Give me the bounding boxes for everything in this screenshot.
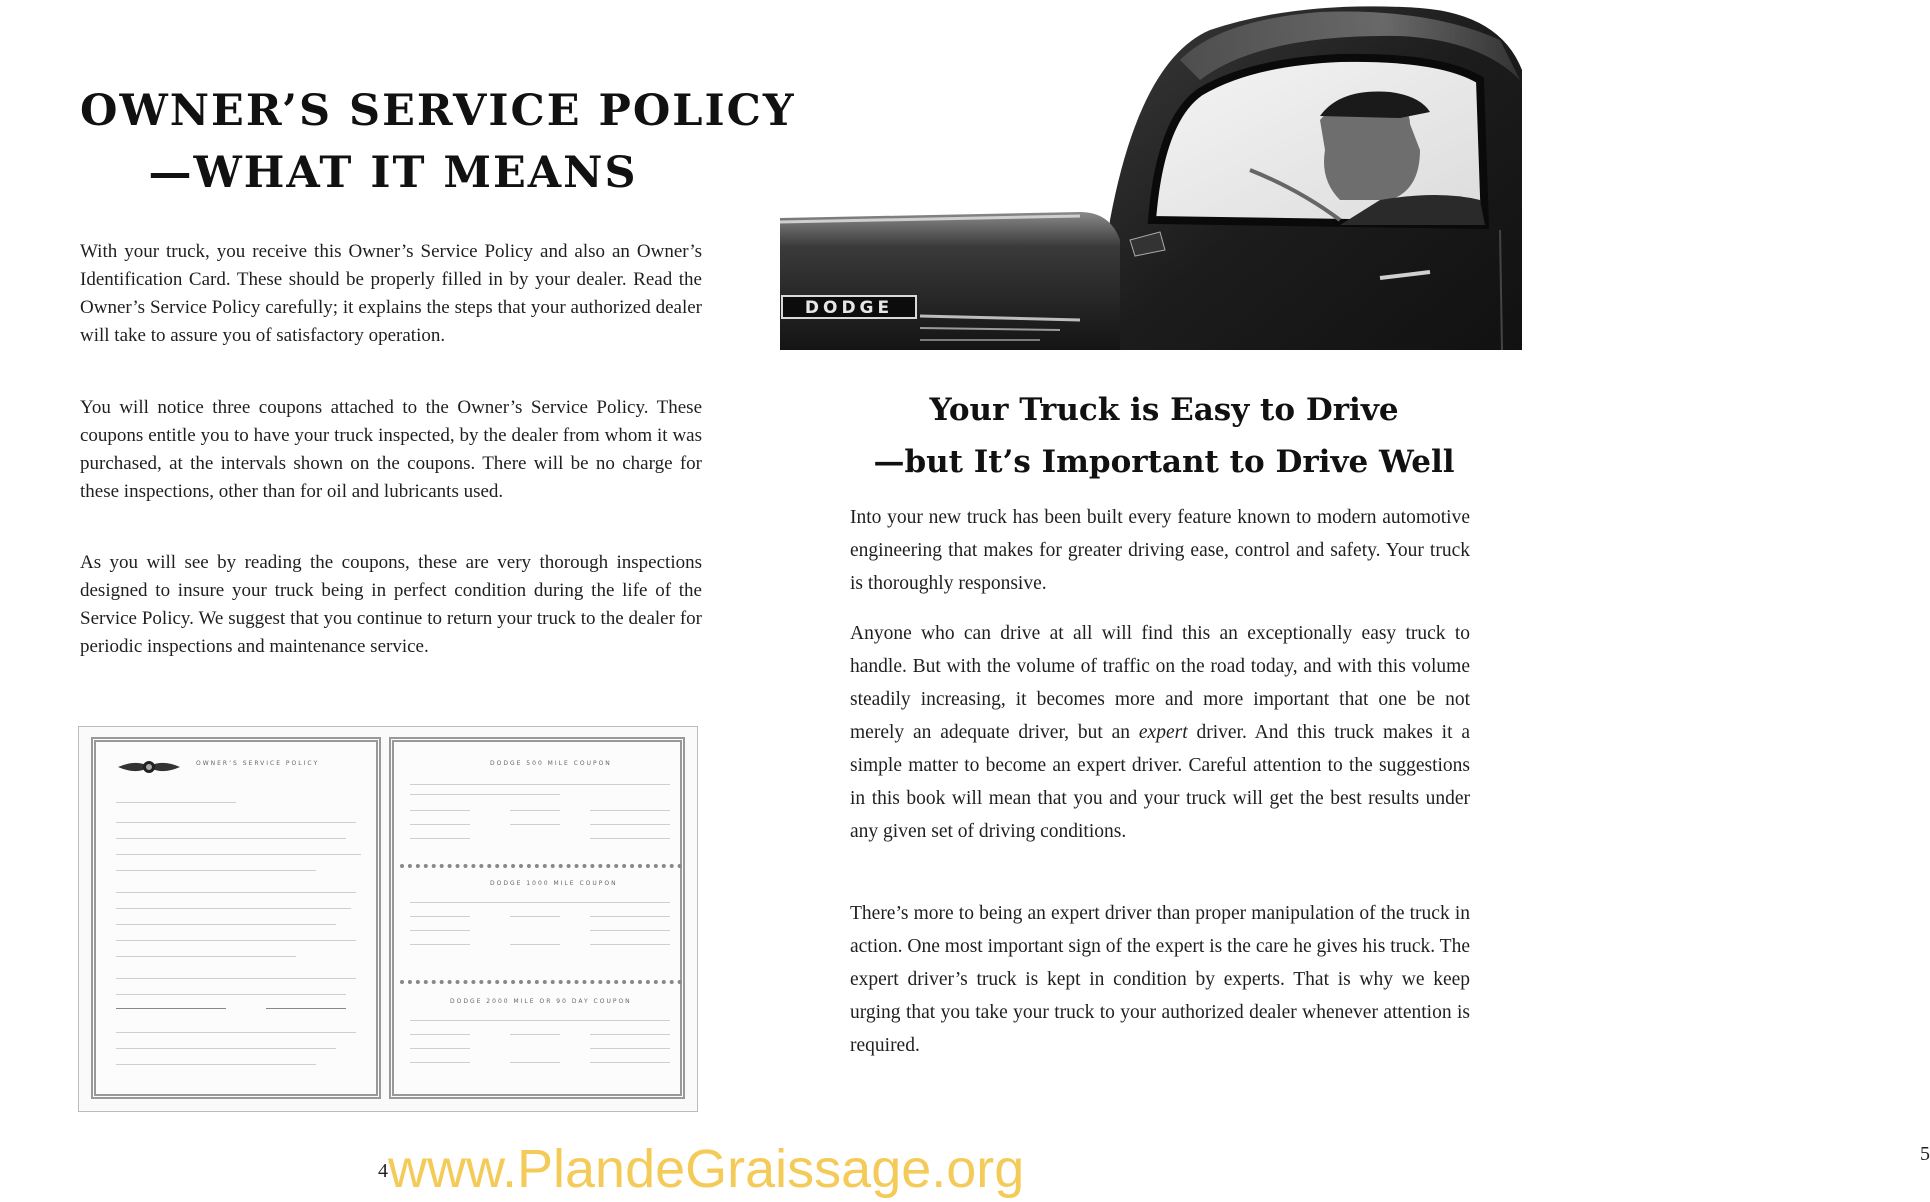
coupon-1000-mile (400, 864, 682, 976)
right-paragraph-2 (850, 617, 1470, 848)
page-number-left: 4 (378, 1160, 388, 1182)
left-paragraph-1: With your truck, you receive this Owner’s Service Policy and also an Owner’s Identification Card. These should be properly filled in by your dealer. Read the Owner’s Service Policy carefully; it explains the steps that your authorized dealer will take to assure you of satisfactory operation. (80, 241, 702, 346)
winged-emblem-icon (116, 756, 182, 778)
left-paragraph-2: You will notice three coupons attached to the Owner’s Service Policy. These coupons entitle you to have your truck inspected, by the dealer from whom it was purchased, at the intervals shown on the coupons. There will be no charge for these inspections, other than for oil and lubricants used. (80, 397, 702, 502)
expert-emphasis: expert (1138, 722, 1188, 743)
left-page (0, 0, 796, 1202)
dodge-badge-text: DODGE (804, 298, 894, 318)
left-title-line-1: OWNER’S SERVICE POLICY (80, 86, 796, 136)
right-paragraph-1: Into your new truck has been built every feature known to modern automotive engineering that makes for greater driving ease, control and safety. Your truck is thoroughly responsive. (850, 507, 1470, 594)
right-paragraph-3: There’s more to being an expert driver than proper manipulation of the truck in action. One most important sign of the expert is the care he gives his truck. The expert driver’s truck is kept in condition by experts. That is why we keep urging that you take your truck to your authorized dealer whenever attention is required. (850, 903, 1470, 1056)
left-page-title (80, 80, 796, 204)
truck-cab-photo (780, 0, 1522, 350)
right-title-line-1: Your Truck is Easy to Drive (929, 392, 1399, 428)
service-policy-illustration (78, 726, 698, 1112)
coupon-2000-mile (400, 980, 682, 1092)
right-paragraph-2-part-a: Anyone who can drive at all will find this an exceptionally easy truck to handle. But with the volume of traffic on the road today, and with this volume steadily increasing, it becomes more and more important that one be not merely an adequate driver, but an (850, 623, 1470, 743)
page-number-right: 5 (1920, 1143, 1930, 1165)
coupon-3-label: DODGE 2000 MILE OR 90 DAY COUPON (450, 998, 632, 1005)
left-title-line-2: —WHAT IT MEANS (148, 148, 638, 198)
right-page (774, 0, 1930, 1202)
right-title-line-2: —but It’s Important to Drive Well (873, 444, 1455, 480)
left-paragraph-3: As you will see by reading the coupons, these are very thorough inspections designed to insure your truck being in perfect condition during the life of the Service Policy. We suggest that you continue to return your truck to the dealer for periodic inspections and maintenance service. (80, 552, 702, 657)
policy-header-text: OWNER’S SERVICE POLICY (196, 760, 320, 767)
right-paragraph-2-part-b: driver. And this truck makes it a simple matter to become an expert driver. Careful attention to the suggestions in this book will mean that you and your truck will get the best results under any given set of driving conditions. (850, 722, 1470, 842)
right-page-title (834, 384, 1494, 488)
coupon-1-label: DODGE 500 MILE COUPON (490, 760, 612, 767)
watermark-url[interactable]: www.PlandeGraissage.org (388, 1139, 1025, 1199)
coupon-500-mile (400, 744, 682, 856)
coupon-2-label: DODGE 1000 MILE COUPON (490, 880, 618, 887)
coupon-sheet (389, 737, 685, 1099)
policy-sheet (91, 737, 381, 1099)
